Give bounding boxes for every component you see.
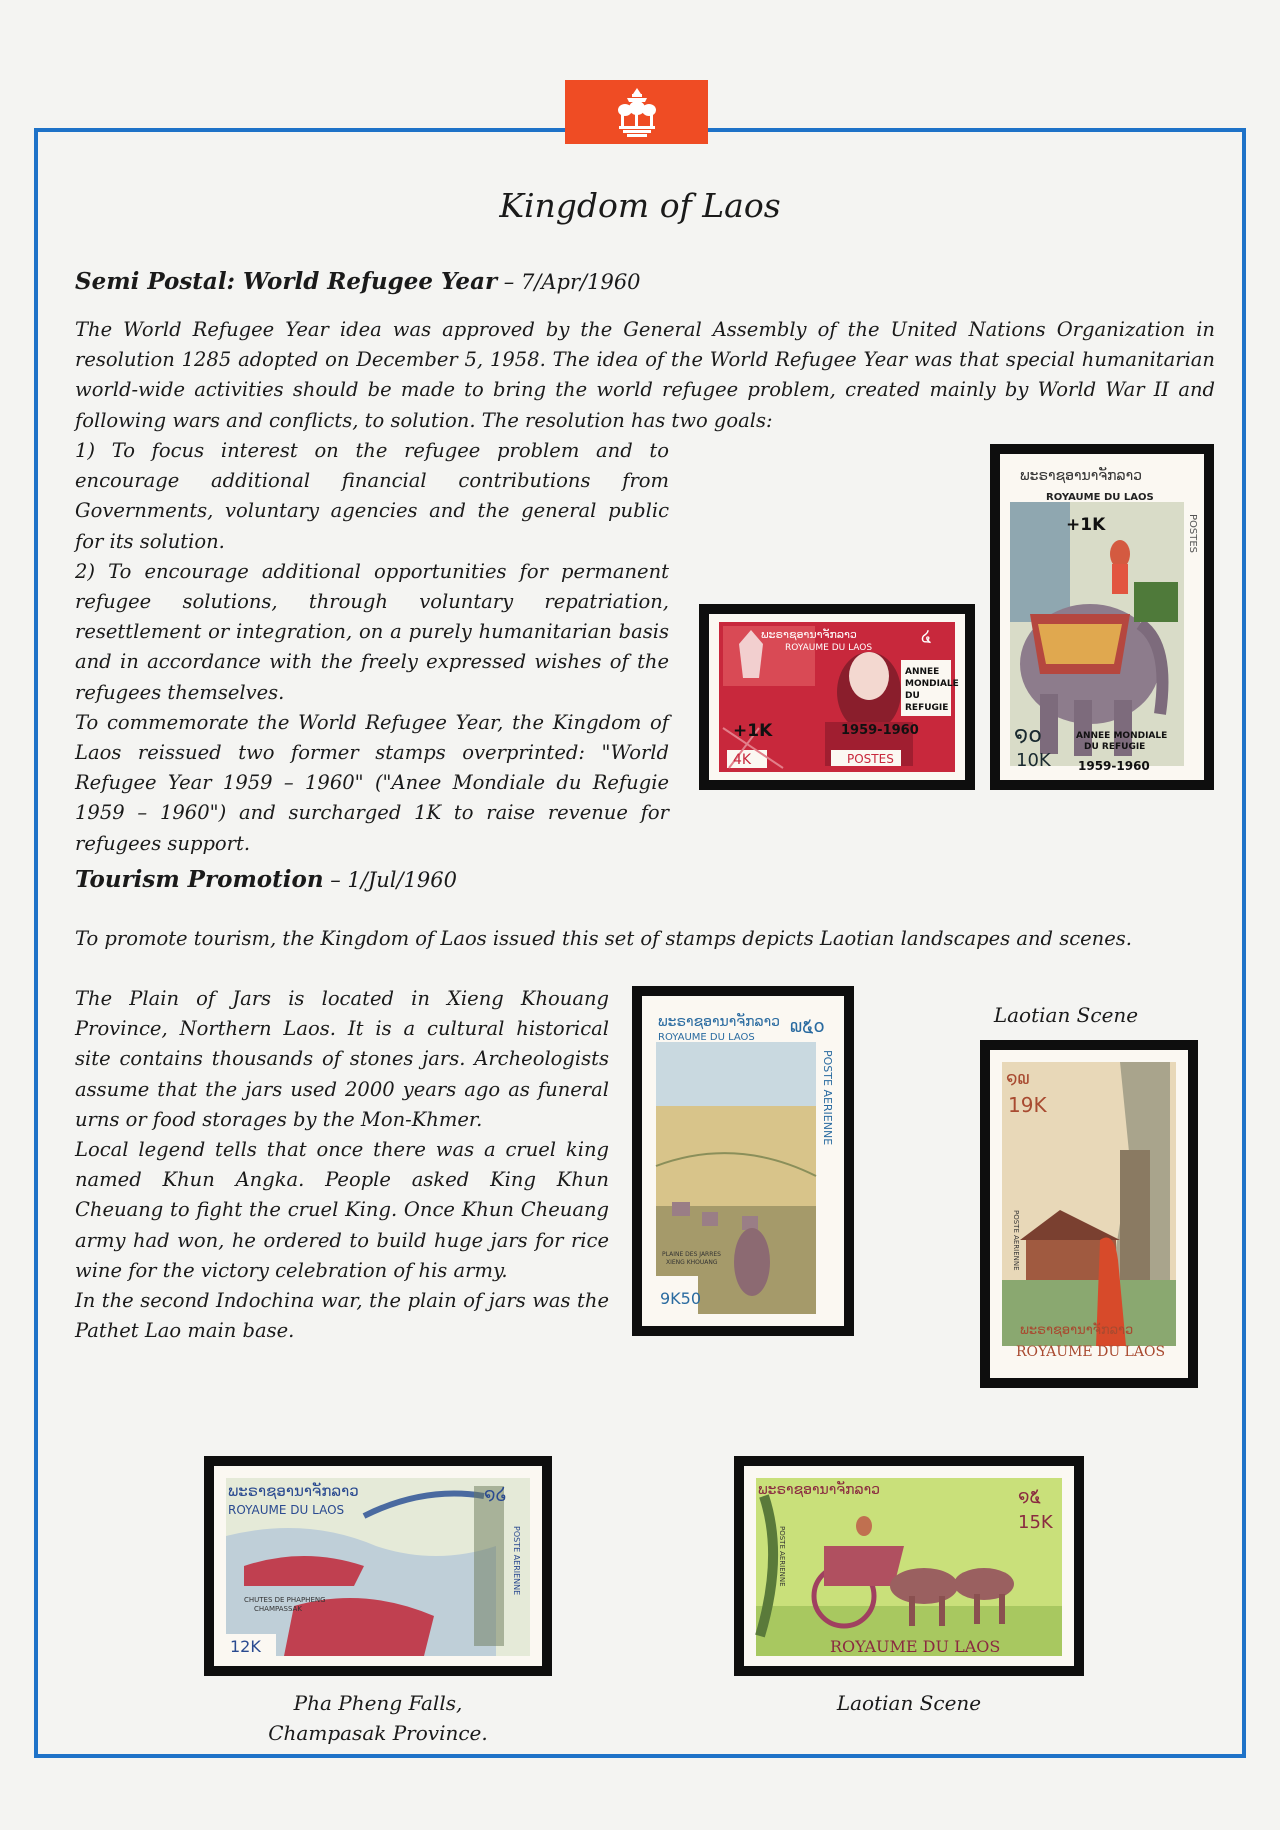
stamp-jars-lao-value: ໙໕໐ — [790, 1016, 825, 1037]
stamp-king-country-lao: ພະຣາຊອານາຈັກລາວ — [761, 628, 857, 641]
plain-of-jars-column — [75, 984, 609, 1346]
refugee-intro-paragraph: The World Refugee Year idea was approved by the General Assembly of the United Nations Organization in resolution 1285 adopted on December 5, 1958. The idea of the World Refugee Year was that special humanitarian world-wide activities should be made to bring the world refugee problem, created mainly by World War II and following wars and conflicts, to solution. The resolution has two goals: — [75, 318, 1215, 432]
stamp-cart-caption: Laotian Scene — [836, 1691, 982, 1715]
stamp-cart-value: 15K — [1018, 1512, 1053, 1533]
refugee-commemorate: To commemorate the World Refugee Year, the Kingdom of Laos reissued two former stamps overprinted: "World Refugee Year 1959 – 1960" ("Anee Mondiale du Refugie 1959 – 1960") and surcharged 1K to raise revenue for refugees support. — [75, 710, 669, 855]
tourism-heading-text: Tourism Promotion — [75, 866, 324, 893]
stamp-pha-pheng-falls — [204, 1456, 552, 1676]
stamp-jars-value: 9K50 — [660, 1289, 702, 1308]
stamp-falls-caption-line1: Pha Pheng Falls, — [293, 1691, 463, 1715]
stamp-king-label: POSTES — [847, 752, 894, 766]
stamp-monk-side-label: POSTE AERIENNE — [1012, 1210, 1020, 1271]
stamp-falls-lao-value: ໑໒ — [484, 1484, 508, 1505]
stamp-falls-place: CHUTES DE PHAPHENG CHAMPASSAK — [244, 1596, 326, 1613]
stamp-king-value: 4K — [733, 752, 752, 768]
stamp-plain-of-jars — [632, 986, 854, 1336]
laos-royal-flag — [565, 80, 708, 144]
stamp-laotian-scene-ox-cart — [734, 1456, 1084, 1676]
stamp-king-surcharge: +1K — [733, 721, 773, 741]
stamp-jars-country-lao: ພະຣາຊອານາຈັກລາວ — [658, 1014, 780, 1030]
stamp-king-overprint: ANNEE MONDIALE DU REFUGIE — [905, 667, 959, 713]
stamp-laotian-scene-monk — [980, 1040, 1198, 1388]
stamp-elephant-years: 1959-1960 — [1078, 759, 1150, 773]
stamp-monk-country-fr: ROYAUME DU LAOS — [1016, 1344, 1166, 1360]
stamp-falls-value: 12K — [230, 1637, 261, 1656]
indochina-war-paragraph: In the second Indochina war, the plain of jars was the Pathet Lao main base. — [75, 1289, 609, 1343]
stamp-king-years: 1959-1960 — [841, 723, 919, 738]
stamp-falls-caption-line2: Champasak Province. — [268, 1721, 488, 1745]
tourism-section-heading — [75, 866, 457, 893]
stamp-monk-country-lao: ພະຣາຊອານາຈັກລາວ — [1020, 1323, 1134, 1338]
stamp-elephant-side-label: POSTES — [1187, 514, 1198, 554]
stamp-cart-country-fr: ROYAUME DU LAOS — [830, 1637, 1001, 1656]
stamp-falls-side-label: POSTE AERIENNE — [512, 1526, 521, 1596]
refugee-goal-2: 2) To encourage additional opportunities for permanent refugee solutions, through voluntary repatriation, resettlement or integration, on a purely humanitarian basis and in accordance with the freely expressed wishes of the refugees themselves. — [75, 559, 669, 704]
stamp-cart-lao-value: ໑໕ — [1018, 1486, 1041, 1507]
stamp-refugee-king — [699, 604, 975, 790]
refugee-goal-1: 1) To focus interest on the refugee problem and to encourage additional financial contributions from Governments, voluntary agencies and the general public for its solution. — [75, 439, 669, 553]
stamp-elephant-country-fr: ROYAUME DU LAOS — [1046, 492, 1154, 503]
three-headed-elephant-emblem-icon — [613, 86, 661, 138]
stamp-king-lao-value: ໔ — [921, 627, 931, 646]
refugee-heading-text: Semi Postal: World Refugee Year — [75, 268, 498, 295]
stamp-refugee-elephant — [990, 444, 1214, 790]
tourism-heading-date: – 1/Jul/1960 — [323, 868, 458, 892]
legend-paragraph: Local legend tells that once there was a cruel king named Khun Angka. People asked King Khun Cheuang to fight the cruel King. Once Khun Cheuang army had won, he ordered to build huge jars for rice wine for the victory celebration of his army. — [75, 1138, 609, 1282]
stamp-elephant-surcharge: +1K — [1066, 515, 1106, 535]
stamp-elephant-overprint: ANNEE MONDIALE DU REFUGIE — [1076, 731, 1168, 752]
plain-of-jars-paragraph: The Plain of Jars is located in Xieng Khouang Province, Northern Laos. It is a cultural historical site contains thousands of stones jars. Archeologists assume that the jars used 2000 years ago as funeral urns or food storages by the Mon-Khmer. — [75, 987, 609, 1131]
stamp-cart-country-lao: ພະຣາຊອານາຈັກລາວ — [758, 1482, 880, 1498]
stamp-monk-value: 19K — [1008, 1093, 1047, 1117]
refugee-section-heading — [75, 268, 641, 295]
stamp-jars-side-label: POSTE AERIENNE — [821, 1050, 834, 1146]
stamp-monk-caption: Laotian Scene — [993, 1003, 1139, 1027]
refugee-goals-column — [75, 436, 669, 859]
stamp-jars-country-fr: ROYAUME DU LAOS — [658, 1032, 755, 1043]
stamp-cart-side-label: POSTE AERIENNE — [778, 1526, 786, 1587]
stamp-elephant-country-lao: ພະຣາຊອານາຈັກລາວ — [1020, 468, 1142, 484]
stamp-elephant-lao-value: ໑໐ — [1014, 723, 1043, 748]
stamp-jars-place: PLAINE DES JARRES XIENG KHOUANG — [662, 1251, 721, 1266]
tourism-intro-paragraph: To promote tourism, the Kingdom of Laos issued this set of stamps depicts Laotian landscapes and scenes. — [75, 927, 1132, 950]
stamp-falls-caption — [204, 1688, 552, 1748]
stamp-falls-country-fr: ROYAUME DU LAOS — [228, 1503, 345, 1517]
stamp-monk-lao-value: ໑໙ — [1006, 1068, 1030, 1089]
stamp-elephant-value: 10K — [1016, 750, 1051, 771]
page-title: Kingdom of Laos — [499, 186, 781, 225]
refugee-heading-date: – 7/Apr/1960 — [497, 270, 641, 294]
stamp-falls-country-lao: ພະຣາຊອານາຈັກລາວ — [228, 1482, 359, 1500]
stamp-king-country-fr: ROYAUME DU LAOS — [785, 643, 873, 653]
